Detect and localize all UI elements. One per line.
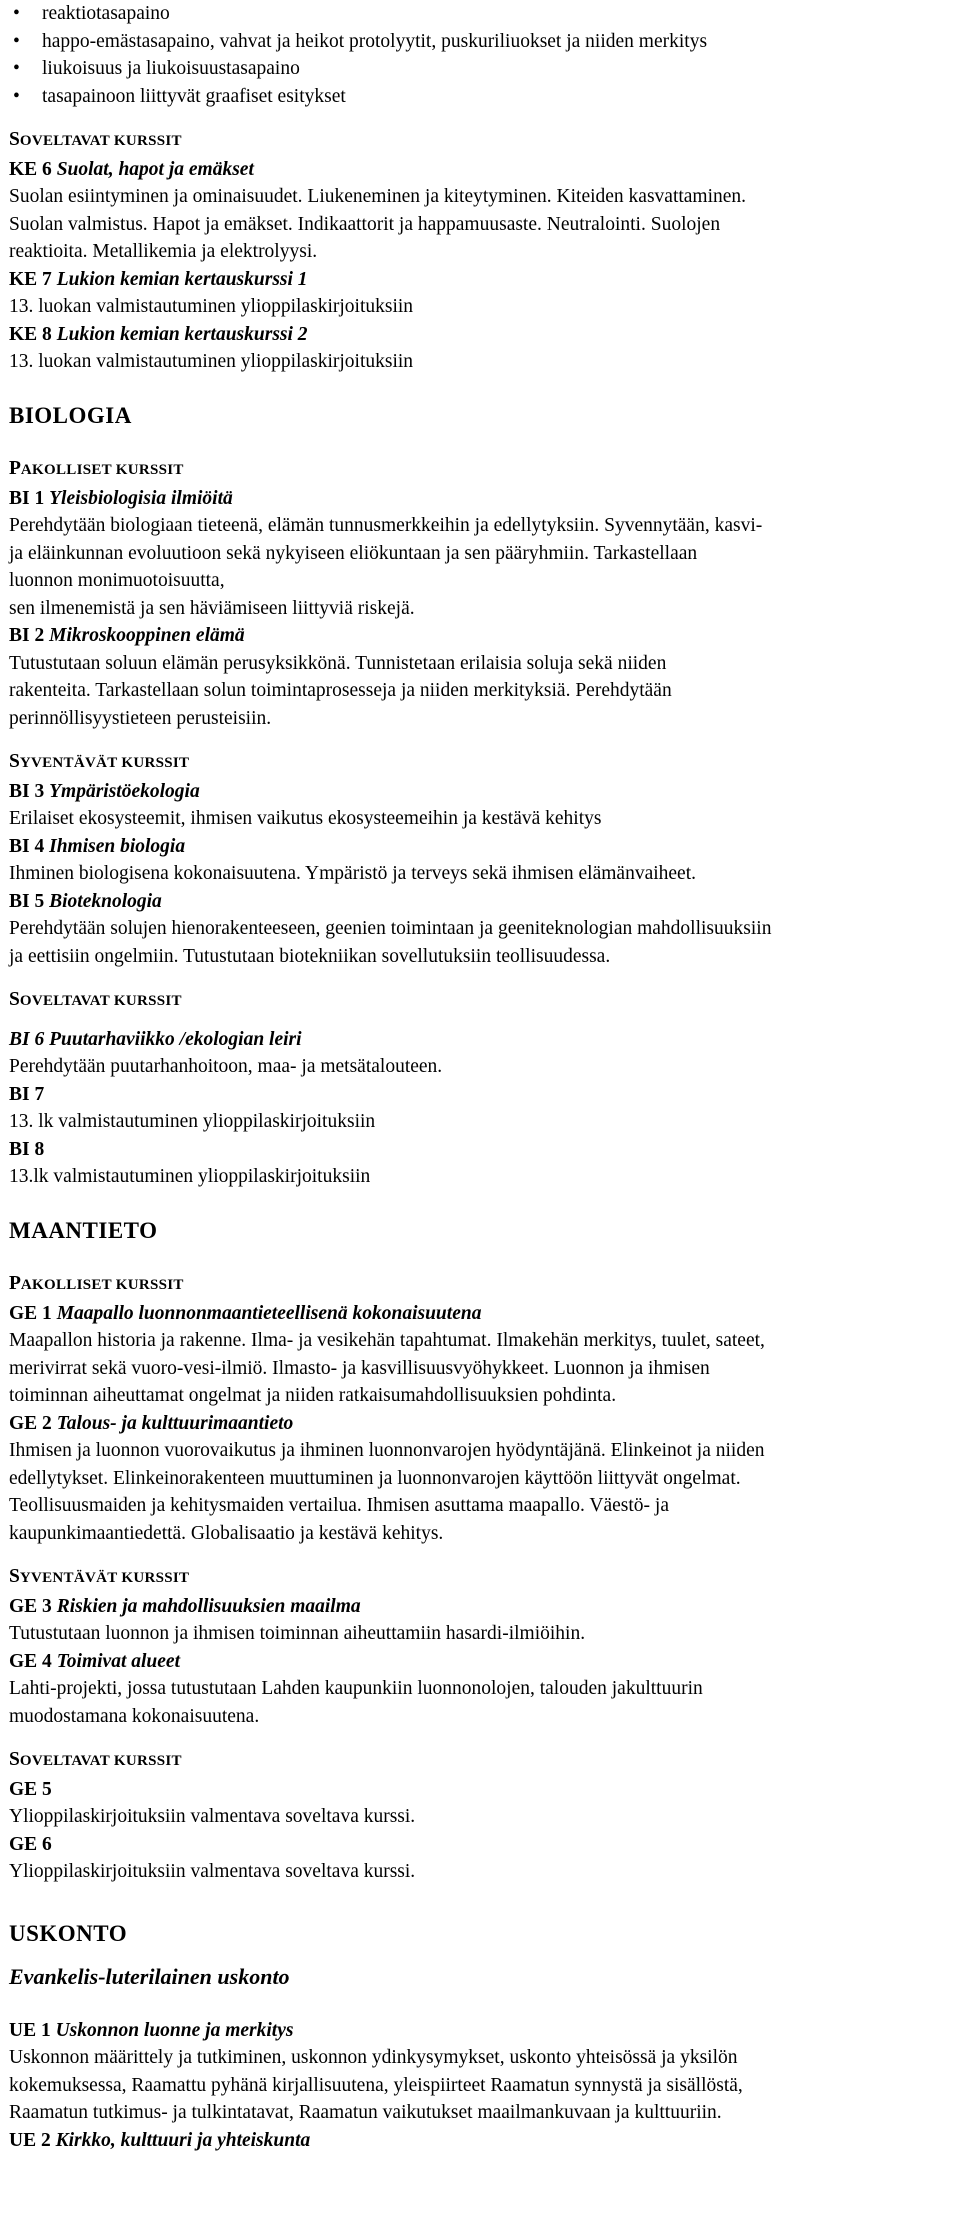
course-desc-line: rakenteita. Tarkastellaan solun toimintaprosesseja ja niiden merkityksiä. Perehdytään bbox=[9, 680, 672, 701]
course-desc-line: ja eläinkunnan evoluutioon sekä nykyiseen eliökuntaan ja sen pääryhmiin. Tarkastellaan bbox=[9, 542, 698, 564]
course-desc-line: Ihminen biologisena kokonaisuutena. Ympäristö ja terveys sekä ihmisen elämänvaiheet. bbox=[9, 863, 697, 884]
section-label-applied-courses: SOVELTAVAT KURSSIT bbox=[9, 129, 182, 150]
section-label-mandatory-courses: PAKOLLISET KURSSIT bbox=[9, 458, 184, 479]
bullet-icon: • bbox=[13, 30, 20, 52]
course-desc-line: Uskonnon määrittely ja tutkiminen, uskonnon ydinkysymykset, uskonto yhteisössä ja yksilön bbox=[9, 2047, 738, 2068]
course-desc-line: kokemuksessa, Raamattu pyhänä kirjallisuutena, yleispiirteet Raamatun synnystä ja sisällöstä, bbox=[9, 2074, 743, 2096]
subject-heading-geography: MAANTIETO bbox=[9, 1217, 158, 1243]
course-desc-line: perinnöllisyystieteen perusteisiin. bbox=[9, 707, 272, 729]
course-desc-line: Ylioppilaskirjoituksiin valmentava soveltava kurssi. bbox=[9, 1861, 416, 1882]
list-item: • happo-emästasapaino, vahvat ja heikot protolyytit, puskuriliuokset ja niiden merkitys bbox=[9, 28, 951, 56]
subject-heading-biology: BIOLOGIA bbox=[9, 402, 132, 428]
course-desc-line: Raamatun tutkimus- ja tulkintatavat, Raamatun vaikutukset maailmankuvaan ja kulttuuriin. bbox=[9, 2102, 722, 2123]
section-label-advanced-courses: SYVENTÄVÄT KURSSIT bbox=[9, 751, 190, 772]
course-desc-line: toiminnan aiheuttamat ongelmat ja niiden ratkaisumahdollisuuksien pohdinta. bbox=[9, 1385, 617, 1406]
course-desc-line: sen ilmenemistä ja sen häviämiseen liittyviä riskejä. bbox=[9, 597, 415, 619]
course-desc-line: Perehdytään solujen hienorakenteeseen, geenien toimintaan ja geeniteknologian mahdollisuuksiin bbox=[9, 918, 772, 939]
course-heading-ue2: UE 2 Kirkko, kulttuuri ja yhteiskunta bbox=[9, 2129, 311, 2151]
course-heading-ke7: KE 7 Lukion kemian kertauskurssi 1 bbox=[9, 268, 308, 290]
course-desc-line: ja eettisiin ongelmiin. Tutustutaan biotekniikan sovellutuksiin teollisuudessa. bbox=[9, 945, 611, 967]
course-heading-ke6: KE 6 Suolat, hapot ja emäkset bbox=[9, 158, 254, 180]
course-desc-line: Perehdytään puutarhanhoitoon, maa- ja metsätalouteen. bbox=[9, 1056, 443, 1077]
section-label-applied-courses: SOVELTAVAT KURSSIT bbox=[9, 1749, 182, 1770]
section-label-mandatory-courses: PAKOLLISET KURSSIT bbox=[9, 1273, 184, 1294]
course-desc-line: 13. luokan valmistautuminen ylioppilaskirjoituksiin bbox=[9, 296, 414, 317]
course-desc-line: Lahti-projekti, jossa tutustutaan Lahden kaupunkiin luonnonolojen, talouden jakulttuurin bbox=[9, 1678, 703, 1699]
section-label-applied-courses: SOVELTAVAT KURSSIT bbox=[9, 989, 182, 1010]
course-desc-line: Suolan esiintyminen ja ominaisuudet. Liukeneminen ja kiteytyminen. Kiteiden kasvattaminen. bbox=[9, 186, 747, 207]
course-desc-line: 13. luokan valmistautuminen ylioppilaskirjoituksiin bbox=[9, 351, 414, 372]
course-desc-line: Perehdytään biologiaan tieteenä, elämän tunnusmerkkeihin ja edellytyksiin. Syvennytään, kasvi- bbox=[9, 515, 763, 536]
subject-heading-religion: USKONTO bbox=[9, 1920, 128, 1946]
course-heading-bi6: BI 6 Puutarhaviikko /ekologian leiri bbox=[9, 1028, 302, 1050]
course-desc-line: 13.lk valmistautuminen ylioppilaskirjoituksiin bbox=[9, 1166, 371, 1187]
course-heading-bi4: BI 4 Ihmisen biologia bbox=[9, 835, 186, 857]
course-desc-line: Teollisuusmaiden ja kehitysmaiden vertailua. Ihmisen asuttama maapallo. Väestö- ja bbox=[9, 1495, 670, 1516]
subject-subheading: Evankelis-luterilainen uskonto bbox=[9, 1964, 290, 1989]
chemistry-topic-list bbox=[9, 0, 951, 110]
course-heading-bi3: BI 3 Ympäristöekologia bbox=[9, 780, 200, 802]
course-desc-line: Maapallon historia ja rakenne. Ilma- ja vesikehän tapahtumat. Ilmakehän merkitys, tuulet, sateet, bbox=[9, 1330, 765, 1351]
course-desc-line: reaktioita. Metallikemia ja elektrolyysi. bbox=[9, 241, 318, 262]
course-desc-line: Tutustutaan luonnon ja ihmisen toiminnan aiheuttamiin hasardi-ilmiöihin. bbox=[9, 1623, 586, 1644]
course-desc-line: Erilaiset ekosysteemit, ihmisen vaikutus ekosysteemeihin ja kestävä kehitys bbox=[9, 808, 602, 829]
course-desc-line: Tutustutaan soluun elämän perusyksikkönä. Tunnistetaan erilaisia soluja sekä niiden bbox=[9, 652, 667, 674]
course-heading-ge1: GE 1 Maapallo luonnonmaantieteellisenä kokonaisuutena bbox=[9, 1302, 482, 1324]
document-page bbox=[9, 0, 951, 2154]
bullet-icon: • bbox=[13, 3, 20, 24]
bullet-icon: • bbox=[13, 85, 20, 107]
course-desc-line: luonnon monimuotoisuutta, bbox=[9, 570, 225, 591]
course-heading-bi5: BI 5 Bioteknologia bbox=[9, 890, 162, 912]
list-item: • liukoisuus ja liukoisuustasapaino bbox=[9, 55, 951, 83]
course-heading-bi2: BI 2 Mikroskooppinen elämä bbox=[9, 625, 245, 646]
course-desc-line: muodostamana kokonaisuutena. bbox=[9, 1705, 260, 1727]
list-item: • tasapainoon liittyvät graafiset esitykset bbox=[9, 83, 951, 111]
bullet-icon: • bbox=[13, 58, 20, 79]
course-desc-line: Ylioppilaskirjoituksiin valmentava soveltava kurssi. bbox=[9, 1806, 416, 1827]
course-heading-ge4: GE 4 Toimivat alueet bbox=[9, 1650, 181, 1672]
course-heading-ge6: GE 6 bbox=[9, 1833, 52, 1855]
course-desc-line: kaupunkimaantiedettä. Globalisaatio ja kestävä kehitys. bbox=[9, 1522, 444, 1544]
course-heading-ge5: GE 5 bbox=[9, 1778, 52, 1800]
course-heading-ge2: GE 2 Talous- ja kulttuurimaantieto bbox=[9, 1412, 294, 1434]
course-desc-line: Ihmisen ja luonnon vuorovaikutus ja ihminen luonnonvarojen hyödyntäjänä. Elinkeinot ja niiden bbox=[9, 1440, 765, 1461]
course-heading-ge3: GE 3 Riskien ja mahdollisuuksien maailma bbox=[9, 1595, 361, 1617]
course-heading-bi8: BI 8 bbox=[9, 1138, 45, 1160]
course-heading-bi1: BI 1 Yleisbiologisia ilmiöitä bbox=[9, 487, 233, 509]
list-item: • reaktiotasapaino bbox=[9, 0, 951, 28]
course-desc-line: merivirrat sekä vuoro-vesi-ilmiö. Ilmasto- ja kasvillisuusvyöhykkeet. Luonnon ja ihmisen bbox=[9, 1357, 710, 1379]
course-desc-line: Suolan valmistus. Hapot ja emäkset. Indikaattorit ja happamuusaste. Neutralointi. Suolojen bbox=[9, 213, 721, 235]
course-heading-ue1: UE 1 Uskonnon luonne ja merkitys bbox=[9, 2019, 294, 2041]
section-label-advanced-courses: SYVENTÄVÄT KURSSIT bbox=[9, 1566, 190, 1587]
course-desc-line: edellytykset. Elinkeinorakenteen muuttuminen ja luonnonvarojen käyttöön liittyvät ongelmat. bbox=[9, 1467, 741, 1489]
course-heading-ke8: KE 8 Lukion kemian kertauskurssi 2 bbox=[9, 323, 308, 345]
course-desc-line: 13. lk valmistautuminen ylioppilaskirjoituksiin bbox=[9, 1111, 376, 1132]
course-heading-bi7: BI 7 bbox=[9, 1083, 45, 1105]
